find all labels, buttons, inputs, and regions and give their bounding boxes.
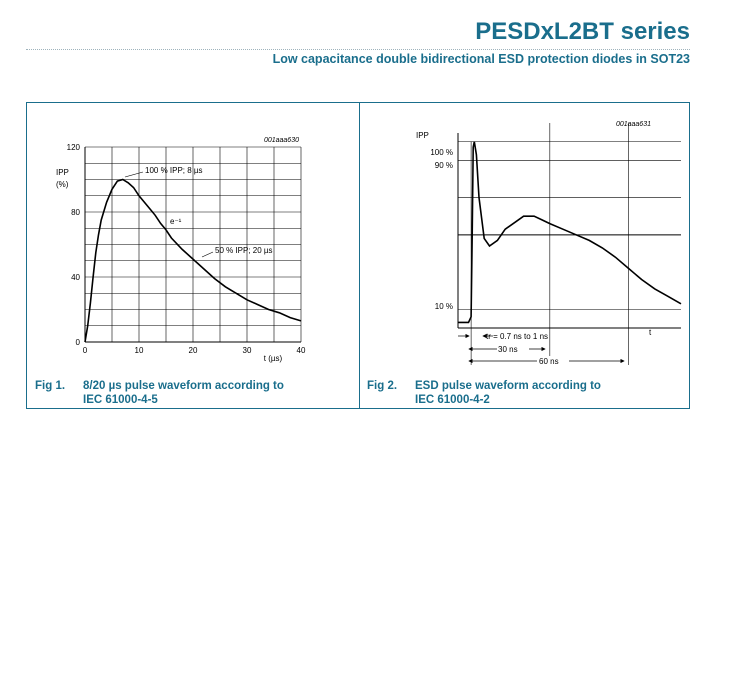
document-subtitle: Low capacitance double bidirectional ESD protection diodes in SOT23 <box>272 52 690 66</box>
figure-1-x-tick-label: 10 <box>134 346 144 355</box>
figure-2-level-90: 90 % <box>434 161 453 170</box>
figure-1-grid <box>85 147 301 342</box>
figure-1-half-annotation: 50 % IPP; 20 µs <box>215 246 273 255</box>
figure-1-caption-line2: IEC 61000-4-5 <box>83 394 158 406</box>
figure-1-x-tick-label: 20 <box>188 346 198 355</box>
figure-2-level-100: 100 % <box>430 148 453 157</box>
header-rule <box>26 49 690 50</box>
document-title: PESDxL2BT series <box>475 18 690 45</box>
figure-1-xlabel: t (µs) <box>263 354 283 363</box>
figure-2-code: 001aaa631 <box>615 121 651 128</box>
figure-1-decay-annotation: e⁻¹ <box>170 217 182 226</box>
figure-1-ylabel: IPP <box>56 168 69 177</box>
figure-1-peak-annotation: 100 % IPP; 8 µs <box>145 166 203 175</box>
figures-frame <box>26 102 690 409</box>
figure-2-curve <box>458 142 681 323</box>
figure-1-y-tick-label: 40 <box>71 273 80 282</box>
figure-2-level-10: 10 % <box>434 302 453 311</box>
figure-1-x-tick-label: 40 <box>296 346 306 355</box>
figure-2-t60-label: 60 ns <box>539 357 559 366</box>
figure-1-y-tick-label: 80 <box>71 208 80 217</box>
figure-1-code: 001aaa630 <box>263 137 299 144</box>
figure-1-caption-line1: 8/20 µs pulse waveform according to <box>83 380 284 392</box>
figure-2-caption-line2: IEC 61000-4-2 <box>415 394 490 406</box>
figure-1-y-tick-label: 120 <box>66 143 80 152</box>
figure-1-y-tick-label: 0 <box>75 338 80 347</box>
figure-2-caption-line1: ESD pulse waveform according to <box>415 380 601 392</box>
figure-1-peak-leader <box>125 172 143 177</box>
figure-1-number: Fig 1. <box>35 380 66 392</box>
figure-1-half-leader <box>202 252 213 257</box>
figure-1-x-tick-label: 30 <box>242 346 252 355</box>
figure-2-rise-label: tr = 0.7 ns to 1 ns <box>486 332 549 341</box>
figure-2-t30-label: 30 ns <box>498 345 518 354</box>
figure-2-xlabel: t <box>649 328 652 337</box>
figure-1-chart <box>27 103 359 373</box>
figure-2-number: Fig 2. <box>367 380 398 392</box>
figure-1-yunit: (%) <box>56 180 69 189</box>
figure-2-chart <box>359 103 691 373</box>
figure-2-ylabel: IPP <box>416 131 429 140</box>
figure-1-x-tick-label: 0 <box>82 346 88 355</box>
